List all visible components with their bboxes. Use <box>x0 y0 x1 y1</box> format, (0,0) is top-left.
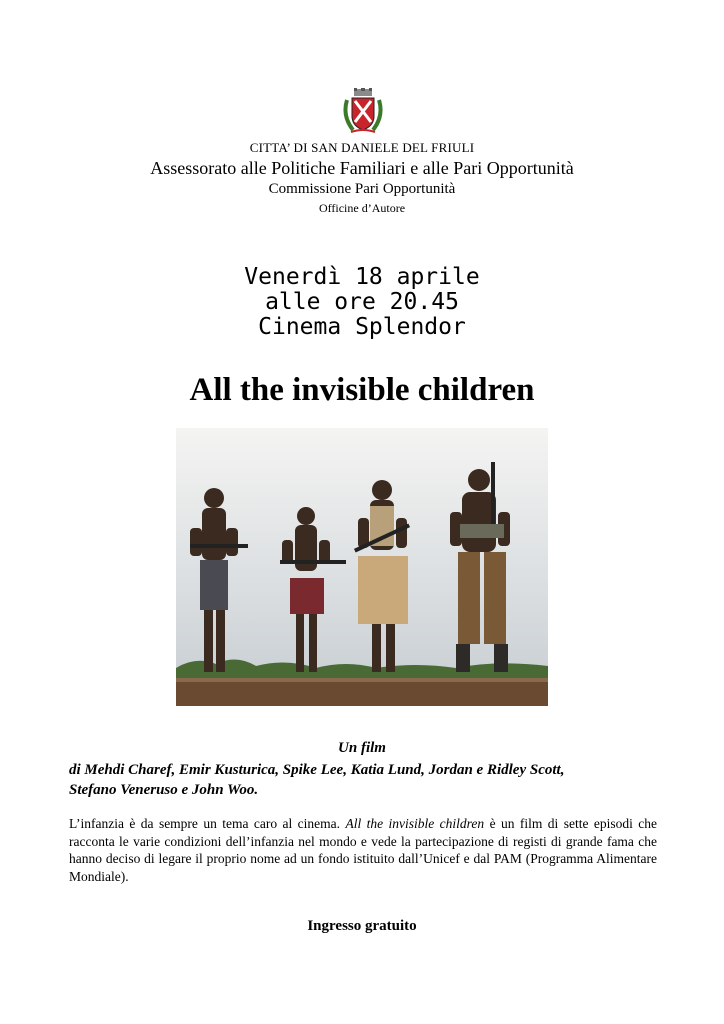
event-venue: Cinema Splendor <box>258 314 466 340</box>
film-title: All the invisible children <box>189 372 535 408</box>
credits-label: Un film <box>338 740 386 756</box>
event-time: alle ore 20.45 <box>265 289 459 315</box>
film-photo <box>176 428 548 706</box>
commission-name: Commissione Pari Opportunità <box>268 181 456 197</box>
description <box>69 815 657 885</box>
directors <box>69 760 669 800</box>
event-date: Venerdì 18 aprile <box>244 264 480 290</box>
description-intro: L’infanzia è da sempre un tema caro al cinema. <box>69 816 346 831</box>
description-body: è un film di sette episodi che racconta le varie condizioni dell’infanzia nel mondo e vede la partecipazione di registi di grande fama che hanno deciso di legare il proprio nome ad un fondo istituito dall’Unicef e dal PAM (Programma Alimentare Mondiale). <box>69 816 657 884</box>
city-name: CITTA’ DI SAN DANIELE DEL FRIULI <box>249 140 475 155</box>
admission-note: Ingresso gratuito <box>307 918 417 934</box>
city-crest-icon <box>341 88 385 136</box>
officine-name: Officine d’Autore <box>318 201 406 215</box>
department-name: Assessorato alle Politiche Familiari e alle Pari Opportunità <box>150 158 574 178</box>
directors-line-1: di Mehdi Charef, Emir Kusturica, Spike Lee, Katia Lund, Jordan e Ridley Scott, <box>69 762 565 778</box>
description-film-title: All the invisible children <box>345 816 485 831</box>
directors-line-2: Stefano Veneruso e John Woo. <box>69 782 259 798</box>
